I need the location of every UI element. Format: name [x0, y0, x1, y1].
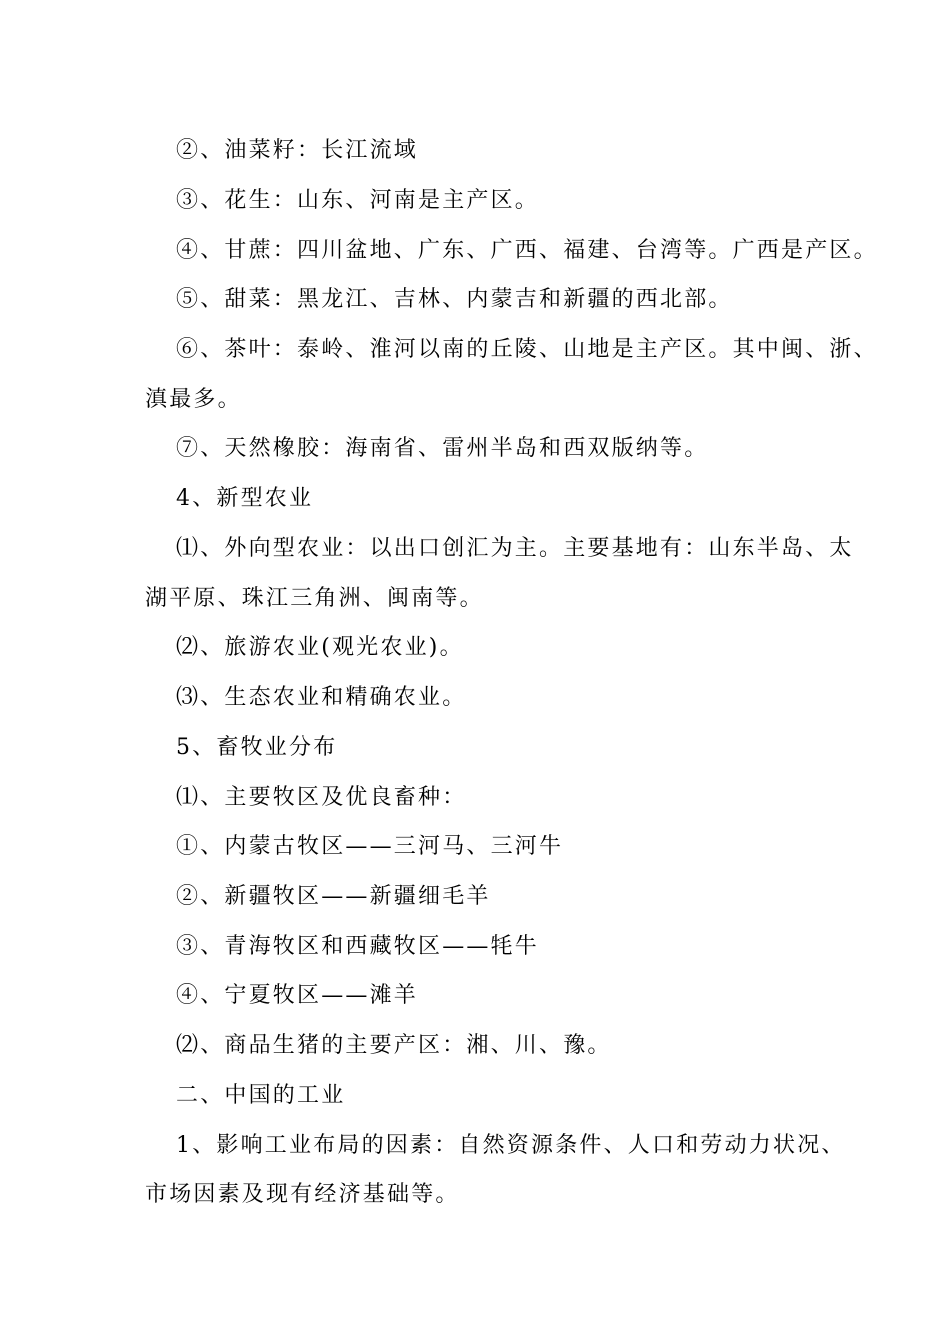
text-line: 滇最多。: [145, 387, 242, 412]
text-line: ②、油菜籽：长江流域: [176, 138, 419, 163]
text-line: ③、青海牧区和西藏牧区——牦牛: [176, 934, 540, 959]
text-line: ⑵、旅游农业(观光农业)。: [176, 635, 464, 660]
text-line: ③、花生：山东、河南是主产区。: [176, 188, 540, 213]
section-heading: 二、中国的工业: [176, 1083, 346, 1108]
text-line: 1、影响工业布局的因素：自然资源条件、人口和劳动力状况、: [176, 1133, 846, 1158]
section-heading: 5、畜牧业分布: [176, 735, 338, 760]
text-line: ⑤、甜菜：黑龙江、吉林、内蒙吉和新疆的西北部。: [176, 287, 733, 312]
text-line: ④、甘蔗：四川盆地、广东、广西、福建、台湾等。广西是产区。: [176, 238, 878, 263]
text-line: ⑵、商品生猪的主要产区：湘、川、豫。: [176, 1033, 612, 1058]
text-line: ⑴、外向型农业：以出口创汇为主。主要基地有：山东半岛、太: [176, 536, 854, 561]
text-line: 市场因素及现有经济基础等。: [145, 1182, 460, 1207]
text-line: ⑶、生态农业和精确农业。: [176, 685, 467, 710]
text-line: 湖平原、珠江三角洲、闽南等。: [145, 586, 484, 611]
section-heading: 4、新型农业: [176, 486, 314, 511]
text-line: ④、宁夏牧区——滩羊: [176, 983, 419, 1008]
text-line: ①、内蒙古牧区——三河马、三河牛: [176, 834, 564, 859]
text-line: ⑦、天然橡胶：海南省、雷州半岛和西双版纳等。: [176, 436, 709, 461]
text-line: ⑴、主要牧区及优良畜种：: [176, 785, 467, 810]
text-line: ②、新疆牧区——新疆细毛羊: [176, 884, 491, 909]
text-line: ⑥、茶叶：泰岭、淮河以南的丘陵、山地是主产区。其中闽、浙、: [176, 337, 878, 362]
